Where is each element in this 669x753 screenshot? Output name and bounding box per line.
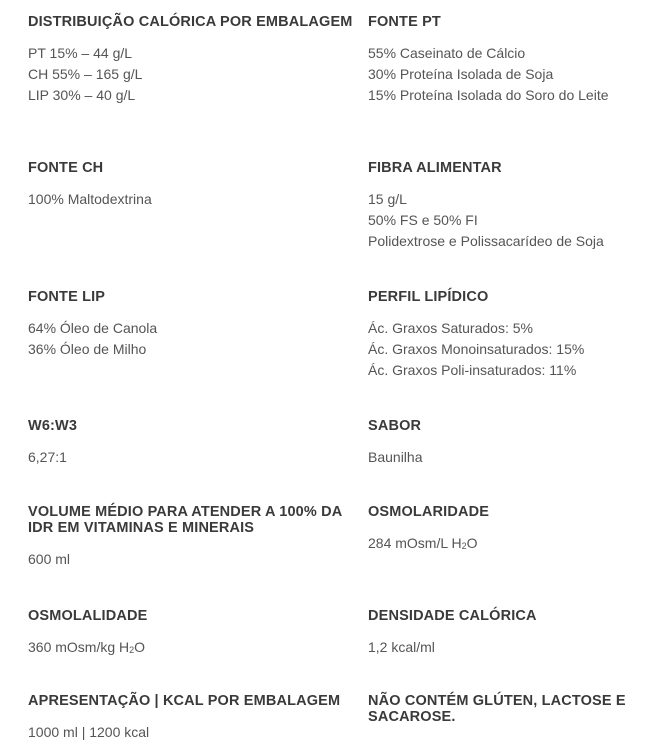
section-sabor: [368, 418, 658, 504]
spec-row: [28, 504, 658, 608]
section-value: 15 g/L: [368, 191, 407, 207]
section-value: 30% Proteína Isolada de Soja: [368, 66, 554, 82]
section-heading: FONTE CH: [28, 160, 104, 176]
spec-row: [28, 418, 658, 504]
value-tail: O: [134, 639, 146, 655]
value-subscript: 2: [129, 645, 135, 655]
section-heading: APRESENTAÇÃO | KCAL POR EMBALAGEM: [28, 693, 341, 709]
section-value: [28, 637, 354, 658]
section-heading: FONTE PT: [368, 14, 441, 30]
spec-row: [28, 160, 658, 289]
section-fonte-pt: [368, 14, 658, 160]
section-value: Ác. Graxos Saturados: 5%: [368, 320, 533, 336]
section-value: 50% FS e 50% FI: [368, 212, 478, 228]
section-osmolalidade: [28, 608, 368, 693]
section-volume-medio: [28, 504, 368, 608]
section-value: Polidextrose e Polissacarídeo de Soja: [368, 233, 604, 249]
section-heading: VOLUME MÉDIO PARA ATENDER A 100% DA IDR EM VITAMINAS E MINERAIS: [28, 504, 342, 536]
spec-row: [28, 14, 658, 160]
section-heading: DENSIDADE CALÓRICA: [368, 608, 537, 624]
section-fonte-lip: [28, 289, 368, 418]
section-heading: PERFIL LIPÍDICO: [368, 289, 489, 305]
section-value: Ác. Graxos Poli-insaturados: 11%: [368, 362, 577, 378]
section-value: 1,2 kcal/ml: [368, 639, 435, 655]
spec-row: [28, 693, 658, 753]
section-value: 600 ml: [28, 551, 71, 567]
section-value: LIP 30% – 40 g/L: [28, 87, 136, 103]
section-value: 64% Óleo de Canola: [28, 320, 158, 336]
section-value: [368, 533, 644, 554]
section-heading: W6:W3: [28, 418, 78, 434]
section-value: CH 55% – 165 g/L: [28, 66, 143, 82]
spec-row: [28, 289, 658, 418]
section-value: Ác. Graxos Monoinsaturados: 15%: [368, 341, 585, 357]
value-tail: O: [466, 535, 478, 551]
section-distribuicao: [28, 14, 368, 160]
section-heading: FONTE LIP: [28, 289, 106, 305]
section-value: 55% Caseinato de Cálcio: [368, 45, 526, 61]
section-densidade-calorica: [368, 608, 658, 693]
spec-row: [28, 608, 658, 693]
spec-grid: [28, 14, 658, 753]
section-heading: OSMOLARIDADE: [368, 504, 490, 520]
section-osmolaridade: [368, 504, 658, 608]
value-subscript: 2: [461, 541, 467, 551]
section-value: PT 15% – 44 g/L: [28, 45, 133, 61]
section-perfil-lipidico: [368, 289, 658, 418]
section-nao-contem: [368, 693, 658, 753]
section-heading: OSMOLALIDADE: [28, 608, 148, 624]
section-value: 1000 ml | 1200 kcal: [28, 724, 150, 740]
section-heading: FIBRA ALIMENTAR: [368, 160, 502, 176]
section-value: 100% Maltodextrina: [28, 191, 152, 207]
section-value: 36% Óleo de Milho: [28, 341, 147, 357]
section-heading: DISTRIBUIÇÃO CALÓRICA POR EMBALAGEM: [28, 14, 353, 30]
value-main: 284 mOsm/L H: [368, 535, 462, 551]
section-fonte-ch: [28, 160, 368, 289]
section-value: Baunilha: [368, 449, 423, 465]
section-value: 6,27:1: [28, 449, 67, 465]
section-apresentacao: [28, 693, 368, 753]
section-heading: NÃO CONTÉM GLÚTEN, LACTOSE E SACAROSE.: [368, 693, 626, 725]
section-fibra-alimentar: [368, 160, 658, 289]
value-main: 360 mOsm/kg H: [28, 639, 130, 655]
section-w6w3: [28, 418, 368, 504]
section-value: 15% Proteína Isolada do Soro do Leite: [368, 87, 609, 103]
section-heading: SABOR: [368, 418, 422, 434]
